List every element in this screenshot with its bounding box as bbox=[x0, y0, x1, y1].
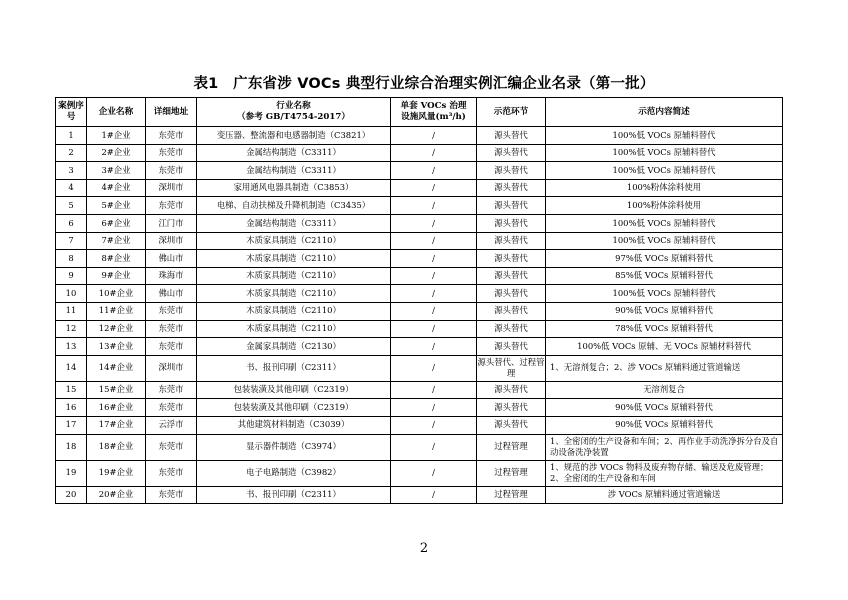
table-row bbox=[56, 197, 783, 215]
header-row bbox=[56, 98, 783, 127]
cell-company: 8#企业 bbox=[87, 250, 146, 268]
cell-industry: 金属家具制造（C2130） bbox=[197, 338, 391, 356]
cell-content: 78%低 VOCs 原辅料替代 bbox=[546, 320, 783, 338]
table-row bbox=[56, 355, 783, 381]
cell-content: 1、全密闭的生产设备和车间；2、再作业手动洗净拆分台及自动设备洗净装置 bbox=[546, 434, 783, 460]
cell-content: 涉 VOCs 原辅料通过管道输送 bbox=[546, 486, 783, 504]
cell-address: 东莞市 bbox=[146, 144, 197, 162]
cell-stage: 源头替代 bbox=[477, 285, 546, 303]
cell-content: 100%低 VOCs 原辅料替代 bbox=[546, 162, 783, 180]
cell-company: 11#企业 bbox=[87, 302, 146, 320]
cell-airflow: / bbox=[391, 355, 477, 381]
cell-airflow: / bbox=[391, 416, 477, 434]
table-row bbox=[56, 416, 783, 434]
cell-industry: 书、报刊印刷（C2311） bbox=[197, 486, 391, 504]
cell-airflow: / bbox=[391, 197, 477, 215]
page-title: 表1 广东省涉 VOCs 典型行业综合治理实例汇编企业名录（第一批） bbox=[193, 76, 655, 92]
cell-stage: 源头替代 bbox=[477, 302, 546, 320]
cell-address: 东莞市 bbox=[146, 197, 197, 215]
cell-case-no: 11 bbox=[56, 302, 87, 320]
cell-address: 珠海市 bbox=[146, 267, 197, 285]
page-number: 2 bbox=[419, 541, 429, 556]
cell-industry: 电子电路制造（C3982） bbox=[197, 460, 391, 486]
header-stage: 示范环节 bbox=[477, 98, 546, 127]
cell-industry: 变压器、整流器和电感器制造（C3821） bbox=[197, 127, 391, 145]
cell-industry: 金属结构制造（C3311） bbox=[197, 214, 391, 232]
cell-address: 东莞市 bbox=[146, 162, 197, 180]
table-row bbox=[56, 267, 783, 285]
cell-content: 90%低 VOCs 原辅料替代 bbox=[546, 302, 783, 320]
header-content: 示范内容简述 bbox=[546, 98, 783, 127]
cell-industry: 包装装潢及其他印刷（C2319） bbox=[197, 399, 391, 417]
cell-content: 100%低 VOCs 原辅料替代 bbox=[546, 285, 783, 303]
cell-content: 90%低 VOCs 原辅料替代 bbox=[546, 416, 783, 434]
cell-stage: 源头替代 bbox=[477, 250, 546, 268]
cell-airflow: / bbox=[391, 267, 477, 285]
cell-industry: 其他建筑材料制造（C3039） bbox=[197, 416, 391, 434]
cell-airflow: / bbox=[391, 285, 477, 303]
cell-case-no: 16 bbox=[56, 399, 87, 417]
cell-airflow: / bbox=[391, 302, 477, 320]
cell-case-no: 8 bbox=[56, 250, 87, 268]
header-case-no: 案例序号 bbox=[56, 98, 87, 127]
cell-address: 深圳市 bbox=[146, 179, 197, 197]
cell-stage: 过程管理 bbox=[477, 460, 546, 486]
table-row bbox=[56, 399, 783, 417]
cell-company: 10#企业 bbox=[87, 285, 146, 303]
cell-airflow: / bbox=[391, 460, 477, 486]
cell-stage: 源头替代 bbox=[477, 232, 546, 250]
cell-company: 15#企业 bbox=[87, 381, 146, 399]
header-airflow-line2: 设施风量(m³/h) bbox=[401, 112, 466, 122]
cell-airflow: / bbox=[391, 486, 477, 504]
cell-case-no: 18 bbox=[56, 434, 87, 460]
cell-company: 12#企业 bbox=[87, 320, 146, 338]
cell-stage: 源头替代 bbox=[477, 320, 546, 338]
cell-content: 100%低 VOCs 原辅料替代 bbox=[546, 127, 783, 145]
cell-case-no: 12 bbox=[56, 320, 87, 338]
cell-case-no: 13 bbox=[56, 338, 87, 356]
cell-company: 6#企业 bbox=[87, 214, 146, 232]
cell-company: 20#企业 bbox=[87, 486, 146, 504]
cell-stage: 过程管理 bbox=[477, 486, 546, 504]
cell-case-no: 14 bbox=[56, 355, 87, 381]
cell-address: 东莞市 bbox=[146, 434, 197, 460]
cell-airflow: / bbox=[391, 232, 477, 250]
cell-company: 9#企业 bbox=[87, 267, 146, 285]
cell-airflow: / bbox=[391, 144, 477, 162]
cell-stage: 过程管理 bbox=[477, 434, 546, 460]
cell-company: 19#企业 bbox=[87, 460, 146, 486]
cell-address: 佛山市 bbox=[146, 285, 197, 303]
cell-industry: 木质家具制造（C2110） bbox=[197, 320, 391, 338]
table-row bbox=[56, 460, 783, 486]
cell-address: 东莞市 bbox=[146, 381, 197, 399]
cell-airflow: / bbox=[391, 127, 477, 145]
cell-content: 85%低 VOCs 原辅料替代 bbox=[546, 267, 783, 285]
cell-case-no: 20 bbox=[56, 486, 87, 504]
cell-address: 深圳市 bbox=[146, 355, 197, 381]
cell-case-no: 7 bbox=[56, 232, 87, 250]
cell-content: 100%粉体涂料使用 bbox=[546, 179, 783, 197]
cell-company: 5#企业 bbox=[87, 197, 146, 215]
cell-airflow: / bbox=[391, 320, 477, 338]
cell-industry: 家用通风电器具制造（C3853） bbox=[197, 179, 391, 197]
cell-stage: 源头替代 bbox=[477, 179, 546, 197]
cell-address: 东莞市 bbox=[146, 399, 197, 417]
cell-stage: 源头替代 bbox=[477, 267, 546, 285]
cell-content: 100%粉体涂料使用 bbox=[546, 197, 783, 215]
cell-content: 90%低 VOCs 原辅料替代 bbox=[546, 399, 783, 417]
cell-airflow: / bbox=[391, 250, 477, 268]
cell-content: 1、规范的涉 VOCs 物料及废弃物存储、输送及危废管理；2、全密闭的生产设备和车间 bbox=[546, 460, 783, 486]
cell-company: 14#企业 bbox=[87, 355, 146, 381]
header-industry-line1: 行业名称 bbox=[276, 101, 311, 111]
cell-address: 东莞市 bbox=[146, 127, 197, 145]
cell-content: 100%低 VOCs 原辅料替代 bbox=[546, 144, 783, 162]
cell-stage: 源头替代 bbox=[477, 399, 546, 417]
table-row bbox=[56, 486, 783, 504]
table-row bbox=[56, 250, 783, 268]
cell-address: 东莞市 bbox=[146, 302, 197, 320]
cell-industry: 木质家具制造（C2110） bbox=[197, 302, 391, 320]
table-row bbox=[56, 381, 783, 399]
table-row bbox=[56, 338, 783, 356]
cell-content: 100%低 VOCs 原辅、无 VOCs 原辅材料替代 bbox=[546, 338, 783, 356]
cell-case-no: 2 bbox=[56, 144, 87, 162]
cell-airflow: / bbox=[391, 214, 477, 232]
table-row bbox=[56, 179, 783, 197]
header-airflow bbox=[391, 98, 477, 127]
table-row bbox=[56, 302, 783, 320]
table-row bbox=[56, 232, 783, 250]
cell-address: 东莞市 bbox=[146, 320, 197, 338]
cell-case-no: 10 bbox=[56, 285, 87, 303]
table-row bbox=[56, 144, 783, 162]
cell-industry: 木质家具制造（C2110） bbox=[197, 250, 391, 268]
cell-company: 2#企业 bbox=[87, 144, 146, 162]
cell-airflow: / bbox=[391, 179, 477, 197]
cell-industry: 木质家具制造（C2110） bbox=[197, 267, 391, 285]
header-address: 详细地址 bbox=[146, 98, 197, 127]
header-airflow-line1: 单套 VOCs 治理 bbox=[400, 101, 467, 111]
cell-case-no: 19 bbox=[56, 460, 87, 486]
cell-stage: 源头替代 bbox=[477, 162, 546, 180]
header-industry bbox=[197, 98, 391, 127]
cell-industry: 木质家具制造（C2110） bbox=[197, 285, 391, 303]
table-row bbox=[56, 320, 783, 338]
cell-content: 无溶剂复合 bbox=[546, 381, 783, 399]
cell-case-no: 9 bbox=[56, 267, 87, 285]
cell-stage: 源头替代 bbox=[477, 214, 546, 232]
table-row bbox=[56, 214, 783, 232]
cell-content: 97%低 VOCs 原辅料替代 bbox=[546, 250, 783, 268]
cell-address: 江门市 bbox=[146, 214, 197, 232]
company-table bbox=[55, 97, 783, 504]
table-row bbox=[56, 127, 783, 145]
cell-stage: 源头替代 bbox=[477, 197, 546, 215]
cell-stage: 源头替代 bbox=[477, 338, 546, 356]
cell-address: 东莞市 bbox=[146, 460, 197, 486]
header-company: 企业名称 bbox=[87, 98, 146, 127]
table-body bbox=[56, 127, 783, 504]
cell-case-no: 17 bbox=[56, 416, 87, 434]
cell-address: 东莞市 bbox=[146, 486, 197, 504]
cell-industry: 包装装潢及其他印刷（C2319） bbox=[197, 381, 391, 399]
cell-case-no: 1 bbox=[56, 127, 87, 145]
cell-content: 100%低 VOCs 原辅料替代 bbox=[546, 214, 783, 232]
table-row bbox=[56, 162, 783, 180]
cell-company: 7#企业 bbox=[87, 232, 146, 250]
cell-address: 云浮市 bbox=[146, 416, 197, 434]
cell-industry: 金属结构制造（C3311） bbox=[197, 162, 391, 180]
cell-case-no: 4 bbox=[56, 179, 87, 197]
cell-address: 深圳市 bbox=[146, 232, 197, 250]
cell-industry: 木质家具制造（C2110） bbox=[197, 232, 391, 250]
cell-stage: 源头替代 bbox=[477, 127, 546, 145]
cell-industry: 书、报刊印刷（C2311） bbox=[197, 355, 391, 381]
cell-company: 3#企业 bbox=[87, 162, 146, 180]
cell-stage: 源头替代 bbox=[477, 144, 546, 162]
cell-company: 18#企业 bbox=[87, 434, 146, 460]
cell-airflow: / bbox=[391, 162, 477, 180]
table-row bbox=[56, 434, 783, 460]
header-industry-line2: （参考 GB/T4754-2017） bbox=[237, 112, 350, 122]
cell-airflow: / bbox=[391, 381, 477, 399]
cell-airflow: / bbox=[391, 399, 477, 417]
cell-industry: 显示器件制造（C3974） bbox=[197, 434, 391, 460]
cell-industry: 电梯、自动扶梯及升降机制造（C3435） bbox=[197, 197, 391, 215]
cell-stage: 源头替代、过程管理 bbox=[477, 355, 546, 381]
cell-stage: 源头替代 bbox=[477, 416, 546, 434]
cell-company: 4#企业 bbox=[87, 179, 146, 197]
cell-company: 13#企业 bbox=[87, 338, 146, 356]
cell-company: 17#企业 bbox=[87, 416, 146, 434]
cell-address: 东莞市 bbox=[146, 338, 197, 356]
cell-case-no: 5 bbox=[56, 197, 87, 215]
cell-case-no: 6 bbox=[56, 214, 87, 232]
cell-case-no: 15 bbox=[56, 381, 87, 399]
cell-content: 100%低 VOCs 原辅料替代 bbox=[546, 232, 783, 250]
cell-company: 1#企业 bbox=[87, 127, 146, 145]
cell-content: 1、无溶剂复合；2、涉 VOCs 原辅料通过管道输送 bbox=[546, 355, 783, 381]
cell-case-no: 3 bbox=[56, 162, 87, 180]
cell-airflow: / bbox=[391, 338, 477, 356]
cell-address: 佛山市 bbox=[146, 250, 197, 268]
cell-airflow: / bbox=[391, 434, 477, 460]
cell-industry: 金属结构制造（C3311） bbox=[197, 144, 391, 162]
cell-stage: 源头替代 bbox=[477, 381, 546, 399]
cell-company: 16#企业 bbox=[87, 399, 146, 417]
table-row bbox=[56, 285, 783, 303]
